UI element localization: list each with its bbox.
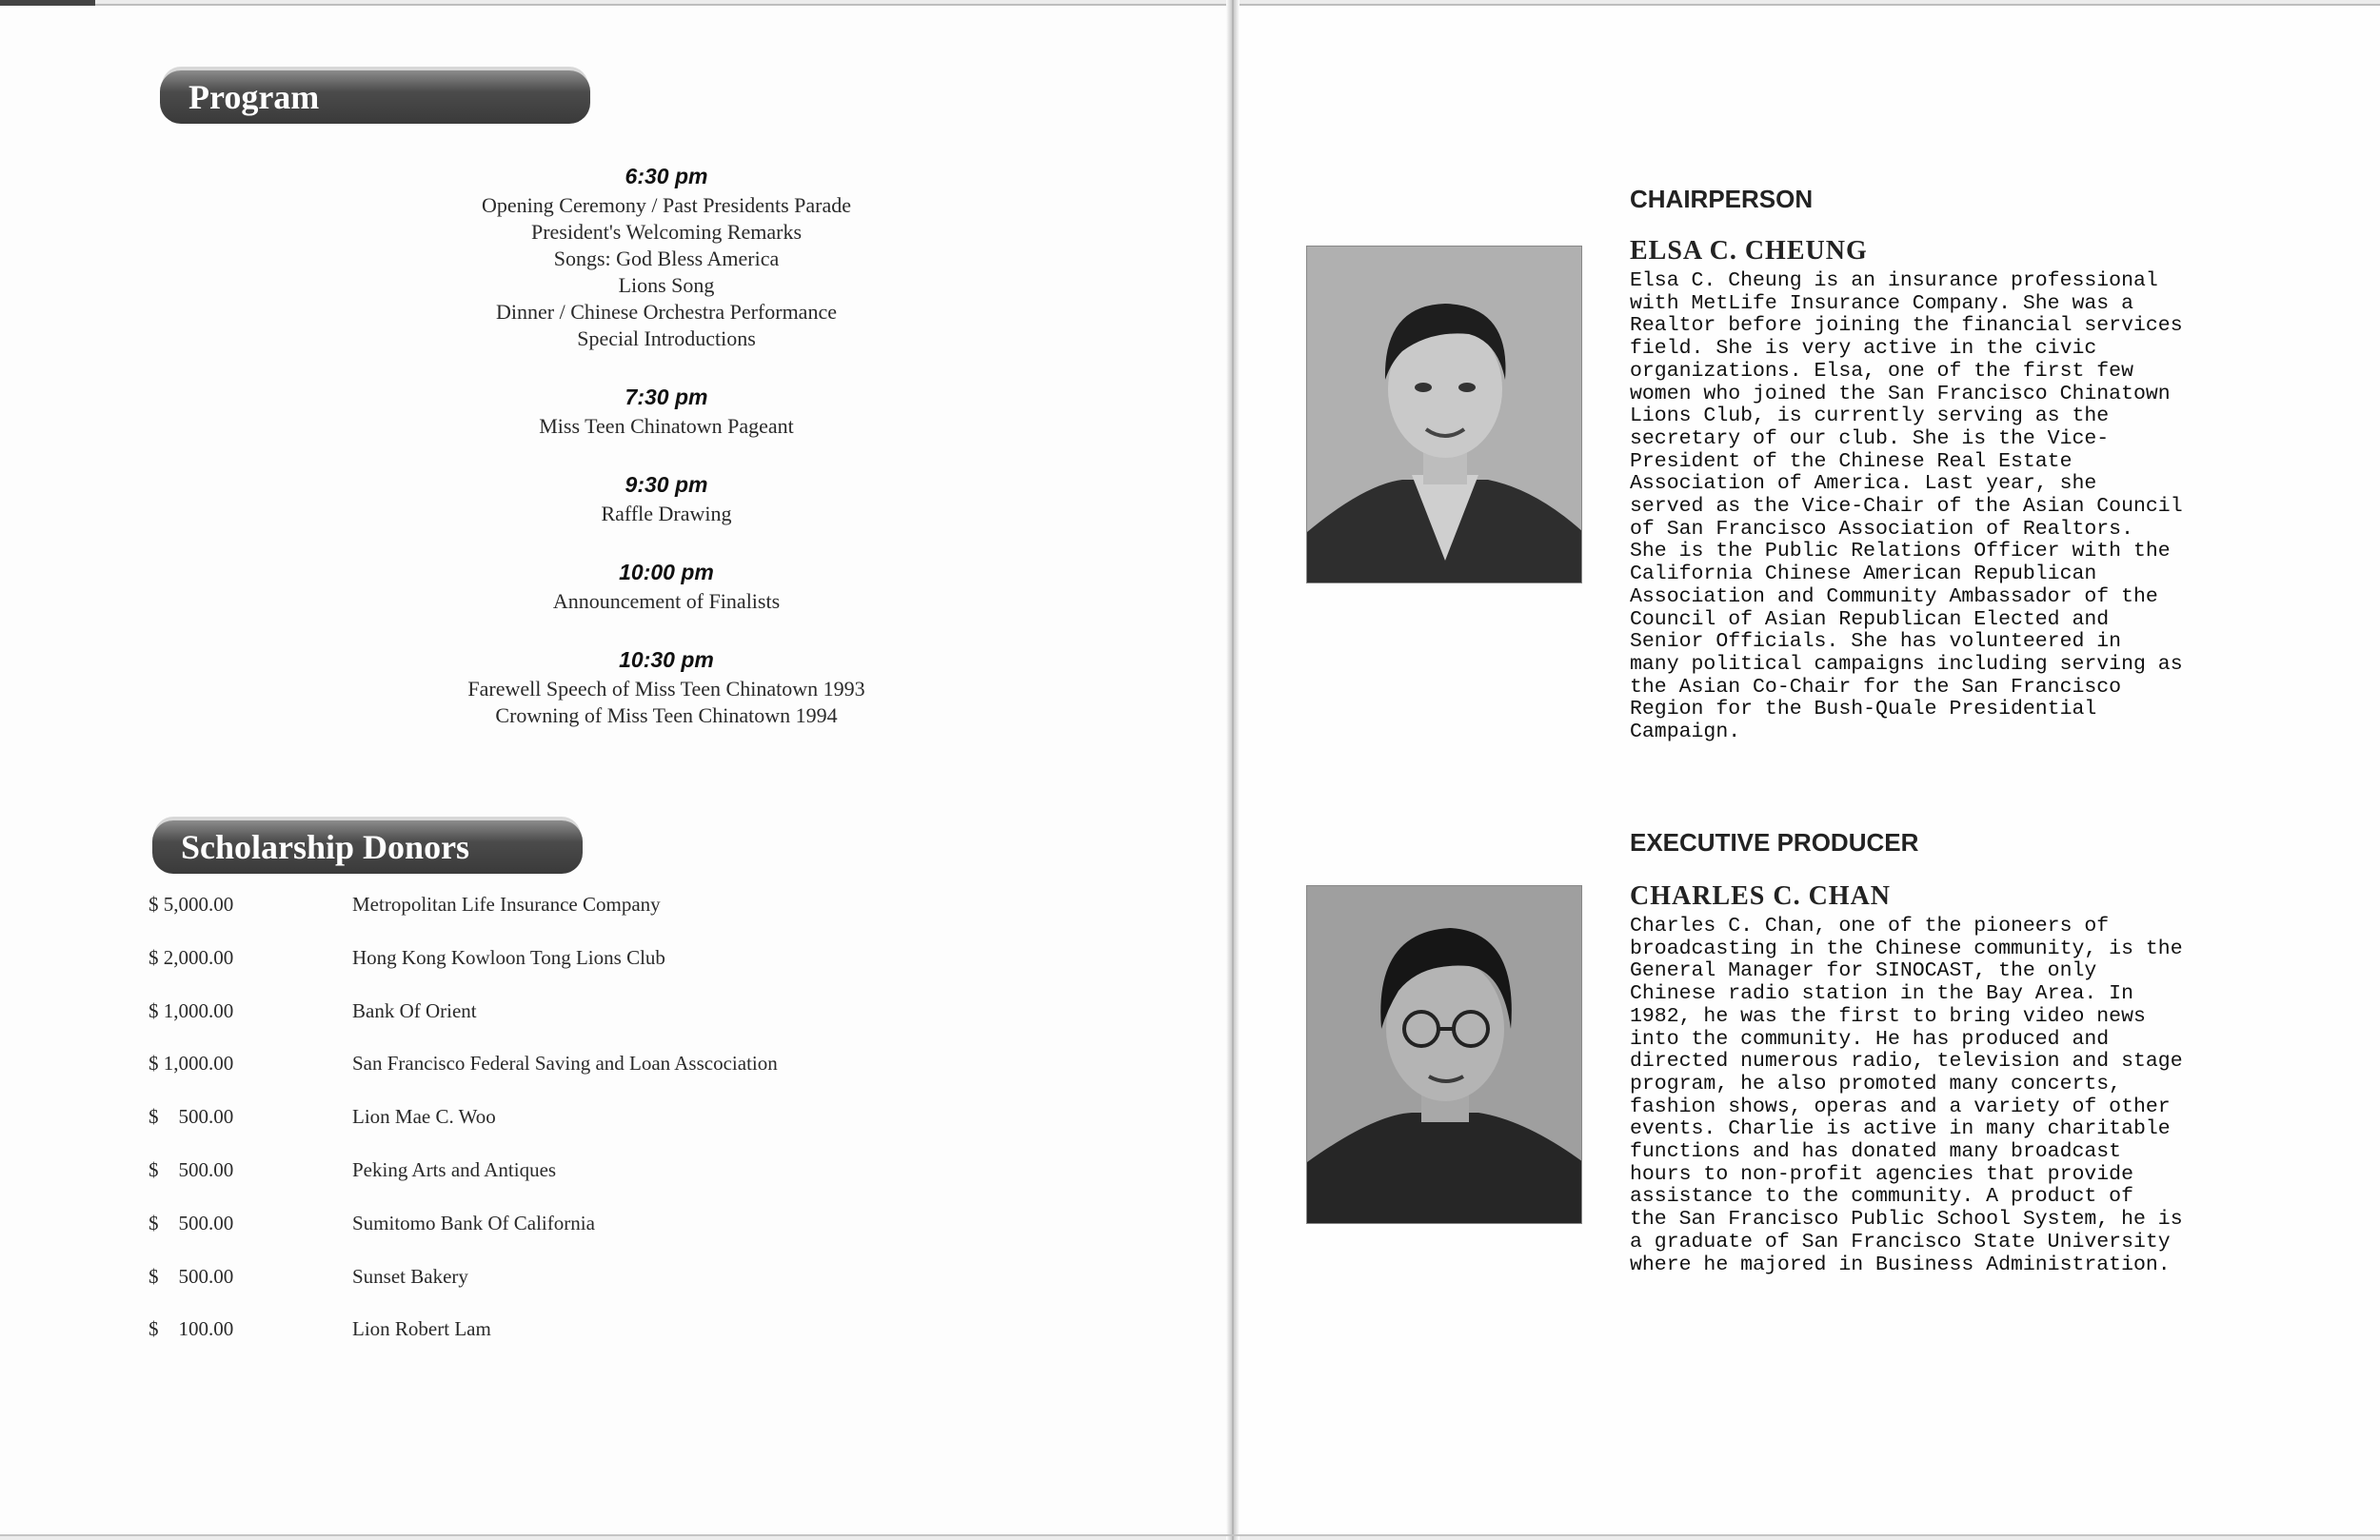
bio-line: General Manager for SINOCAST, the only	[1630, 959, 2097, 983]
bio-line: where he majored in Business Administration.	[1630, 1253, 2171, 1276]
producer-profile	[1306, 824, 2239, 1281]
bio-line: women who joined the San Francisco Chinatown	[1630, 382, 2171, 405]
bio-line: Council of Asian Republican Elected and	[1630, 607, 2110, 631]
slot-item: Raffle Drawing	[601, 502, 732, 525]
bio-line: directed numerous radio, television and stage	[1630, 1050, 2183, 1074]
donor-amount: $ 2,000.00	[149, 945, 234, 969]
donor-amount: $ 500.00	[149, 1157, 234, 1181]
bio-line: many political campaigns including serving as	[1630, 652, 2183, 676]
bio-line: Lions Club, is currently serving as the	[1630, 405, 2110, 428]
donors-heading: Scholarship Donors	[152, 820, 583, 874]
donor-name: Lion Mae C. Woo	[352, 1105, 496, 1129]
donor-name: Sumitomo Bank Of California	[352, 1211, 595, 1234]
bio-line: hours to non-profit agencies that provide	[1630, 1162, 2133, 1186]
bio-line: President of the Chinese Real Estate	[1630, 449, 2073, 473]
slot-time: 7:30 pm	[625, 385, 708, 409]
producer-photo	[1306, 885, 1582, 1224]
portrait-man-image	[1307, 886, 1582, 1224]
slot-item: Lions Song	[618, 273, 715, 297]
donor-row	[149, 1317, 872, 1371]
bio-line: California Chinese American Republican	[1630, 563, 2097, 586]
bio-line: broadcasting in the Chinese community, is the	[1630, 937, 2183, 960]
donor-row	[149, 893, 872, 946]
bio-line: Charles C. Chan, one of the pioneers of	[1630, 915, 2110, 938]
slot-item: President's Welcoming Remarks	[530, 220, 803, 244]
bio-line: events. Charlie is active in many charitable	[1630, 1117, 2171, 1141]
chairperson-photo	[1306, 246, 1582, 583]
slot-item: Songs: God Bless America	[553, 247, 780, 270]
slot-item: Crowning of Miss Teen Chinatown 1994	[495, 703, 838, 727]
chairperson-profile	[1306, 181, 2239, 771]
bio-line: field. She is very active in the civic	[1630, 337, 2097, 361]
chairperson-name: ELSA C. CHEUNG	[1630, 236, 1868, 266]
page-gutter	[1226, 0, 1240, 1540]
donor-amount: $ 100.00	[149, 1317, 234, 1341]
portrait-woman-image	[1307, 247, 1582, 583]
bio-line: organizations. Elsa, one of the first few	[1630, 359, 2133, 383]
donor-row	[149, 999, 872, 1053]
bio-line: assistance to the community. A product of	[1630, 1185, 2133, 1209]
donor-name: San Francisco Federal Saving and Loan Asscociation	[352, 1052, 778, 1076]
producer-name: CHARLES C. CHAN	[1630, 881, 1892, 911]
bio-line: a graduate of San Francisco State University	[1630, 1230, 2171, 1254]
schedule-slot	[419, 643, 914, 729]
bio-line: 1982, he was the first to bring video news	[1630, 1004, 2146, 1028]
bio-line: program, he also promoted many concerts,	[1630, 1072, 2122, 1096]
donor-name: Sunset Bakery	[352, 1264, 468, 1288]
schedule-slot	[419, 160, 914, 352]
chairperson-role: CHAIRPERSON	[1630, 185, 1814, 213]
bio-line: Realtor before joining the financial services	[1630, 314, 2183, 338]
donor-row	[149, 946, 872, 999]
schedule-slot	[419, 468, 914, 527]
donor-amount: $ 500.00	[149, 1211, 234, 1234]
donor-name: Metropolitan Life Insurance Company	[352, 893, 661, 916]
donor-amount: $ 5,000.00	[149, 893, 234, 916]
program-schedule	[419, 160, 914, 758]
donor-name: Hong Kong Kowloon Tong Lions Club	[352, 945, 665, 969]
donor-amount: $ 500.00	[149, 1264, 234, 1288]
bio-line: Region for the Bush-Quale Presidential	[1630, 698, 2097, 721]
bio-line: Association and Community Ambassador of the	[1630, 584, 2158, 608]
program-heading: Program	[160, 70, 590, 124]
donor-amount: $ 1,000.00	[149, 1052, 234, 1076]
bio-line: functions and has donated many broadcast	[1630, 1140, 2122, 1164]
donor-amount: $ 500.00	[149, 1105, 234, 1129]
donor-name: Peking Arts and Antiques	[352, 1157, 557, 1181]
slot-item: Announcement of Finalists	[552, 589, 781, 613]
donor-amount: $ 1,000.00	[149, 998, 234, 1022]
bio-line: the Asian Co-Chair for the San Francisco	[1630, 675, 2122, 699]
producer-bio	[1630, 916, 2249, 1276]
chairperson-bio	[1630, 270, 2249, 744]
bio-line: of San Francisco Association of Realtors.	[1630, 517, 2133, 541]
slot-time: 6:30 pm	[625, 164, 708, 188]
donor-name: Bank Of Orient	[352, 998, 477, 1022]
slot-item: Dinner / Chinese Orchestra Performance	[496, 300, 837, 324]
slot-item: Special Introductions	[577, 326, 756, 350]
donor-row	[149, 1105, 872, 1158]
bio-line: served as the Vice-Chair of the Asian Council	[1630, 495, 2183, 519]
schedule-slot	[419, 381, 914, 440]
page-bottom-edge	[0, 1534, 2380, 1536]
bio-line: the San Francisco Public School System, he is	[1630, 1208, 2183, 1232]
bio-line: She is the Public Relations Officer with the	[1630, 540, 2171, 563]
slot-time: 10:30 pm	[619, 647, 714, 672]
bio-line: Senior Officials. She has volunteered in	[1630, 630, 2122, 654]
bio-line: Elsa C. Cheung is an insurance professional	[1630, 269, 2158, 292]
slot-time: 10:00 pm	[619, 560, 714, 584]
donor-row	[149, 1212, 872, 1265]
bio-line: with MetLife Insurance Company. She was a	[1630, 291, 2133, 315]
bio-line: Chinese radio station in the Bay Area. In	[1630, 982, 2133, 1006]
bio-line: into the community. He has produced and	[1630, 1027, 2110, 1051]
slot-item: Opening Ceremony / Past Presidents Parade	[482, 193, 851, 217]
bio-line: Association of America. Last year, she	[1630, 472, 2097, 496]
bio-line: fashion shows, operas and a variety of other	[1630, 1095, 2171, 1118]
slot-item: Farewell Speech of Miss Teen Chinatown 1993	[467, 677, 865, 701]
bio-line: Campaign.	[1630, 721, 1741, 744]
producer-role: EXECUTIVE PRODUCER	[1630, 828, 1919, 857]
donor-row	[149, 1265, 872, 1318]
bio-line: secretary of our club. She is the Vice-	[1630, 426, 2110, 450]
donors-list	[149, 893, 872, 1371]
slot-item: Miss Teen Chinatown Pageant	[539, 414, 794, 438]
schedule-slot	[419, 556, 914, 615]
slot-time: 9:30 pm	[625, 472, 708, 497]
donor-row	[149, 1052, 872, 1105]
donor-name: Lion Robert Lam	[352, 1317, 491, 1341]
donor-row	[149, 1158, 872, 1212]
